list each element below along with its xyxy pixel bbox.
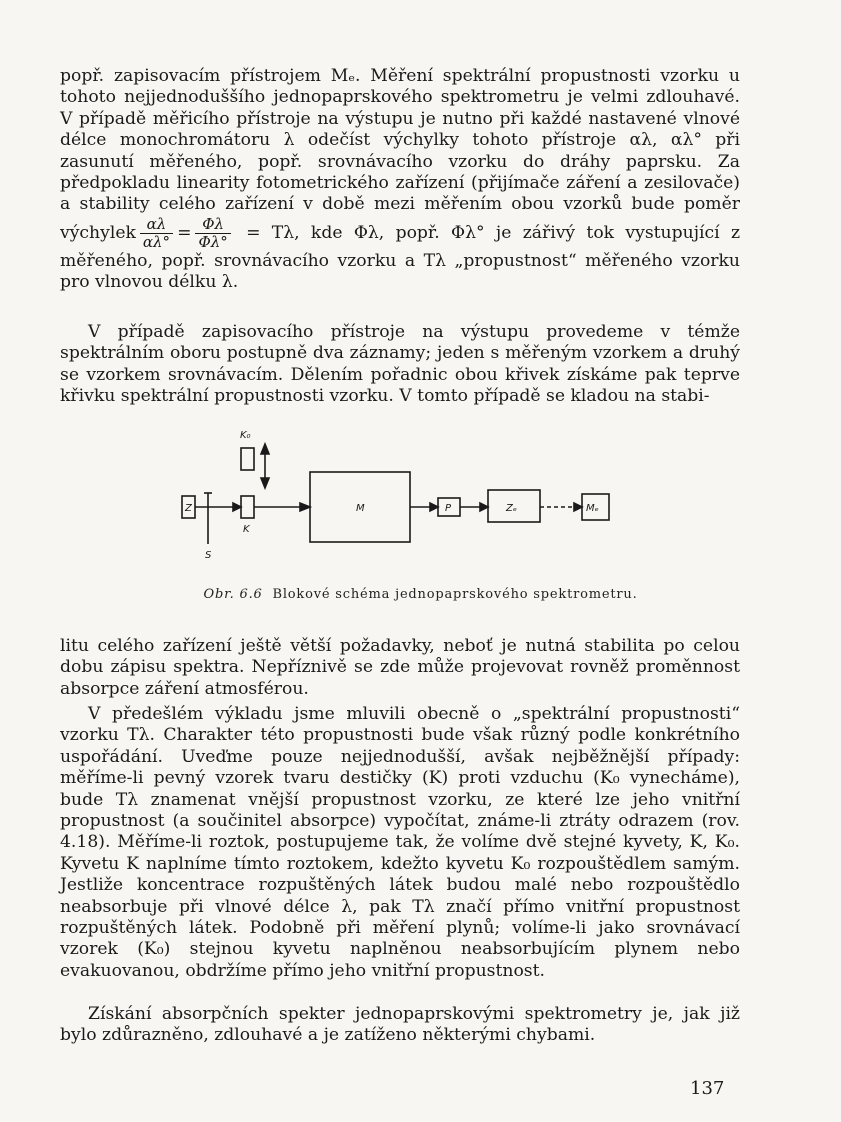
fraction-denominator: αλ°	[142, 232, 171, 251]
page-number: 137	[690, 1078, 725, 1099]
fraction-flux	[195, 216, 230, 251]
paragraph-3	[60, 636, 740, 700]
fraction-numerator: Φλ	[195, 216, 230, 234]
label-k: K	[243, 524, 250, 535]
figure-caption	[0, 587, 841, 602]
block-k	[241, 496, 254, 518]
label-z: Z	[185, 503, 192, 514]
fraction-numerator: αλ	[140, 216, 173, 234]
paragraph-5-text: Získání absorpčních spekter jednopaprskovými spektrometry je, jak již bylo zdůrazněno, zdlouhavé a je zatíženo některými chybami.	[60, 1004, 740, 1046]
figure-number: Obr. 6.6	[203, 587, 263, 602]
label-me: Mₑ	[586, 503, 599, 514]
label-s: S	[205, 550, 212, 561]
fraction-deflection	[140, 216, 173, 251]
figure-caption-text: Blokové schéma jednopaprskového spektrometru.	[272, 587, 638, 602]
paragraph-3-text: litu celého zařízení ještě větší požadavky, neboť je nutná stabilita po celou dobu zápisu spektra. Nepříznivě se zde může projevovat rovněž proměnnost absorpce záření atmosférou.	[60, 636, 740, 699]
paragraph-4-text: V předešlém výkladu jsme mluvili obecně o „spektrální propustnosti“ vzorku Tλ. Charakter této propustnosti bude však různý podle konkrétního uspořádání. Uveďme pouze nejjednodušší, avšak nejběžnější případy: měříme-li pevný vzorek tvaru destičky (K) proti vzduchu (K₀ vynecháme), bude Tλ znamenat vnější propustnost vzorku, ze které lze jeho vnitřní propustnost (a součinitel absorpce) vypočítat, známe-li ztráty odrazem (rov. 4.18). Měříme-li roztok, postupujeme tak, že volíme dvě stejné kyvety, K, K₀. Kyvetu K naplníme tímto roztokem, kdežto kyvetu K₀ rozpouštědlem samým. Jestliže koncentrace rozpuštěných látek budou malé nebo rozpouštědlo neabsorbuje při vlnové délce λ, pak Tλ značí přímo vnitřní propustnost rozpuštěných látek. Podobně při měření plynů; volíme-li jako srovnávací vzorek (K₀) stejnou kyvetu naplněnou neabsorbujícím plynem nebo evakuovanou, obdržíme přímo jeho vnitřní propustnost.	[60, 704, 740, 981]
equals-sign: =	[177, 222, 192, 243]
fraction-denominator: Φλ°	[198, 232, 228, 251]
paragraph-1	[60, 66, 740, 294]
paragraph-1-text: popř. zapisovacím přístrojem Mₑ. Měření spektrální propustnosti vzorku u tohoto nejjednoduššího jednopaprskového spektrometru je velmi zdlouhavé. V případě měřicího přístroje na výstupu je nutno při každé nastavené vlnové délce monochromátoru λ odečíst výchylky tohoto přístroje αλ, αλ° při zasunutí měřeného, popř. srovnávacího vzorku do dráhy paprsku. Za předpokladu linearity fotometrického zařízení (přijímače záření a zesilovače) a stability celého zařízení v době mezi měřením obou vzorků bude poměr výchylek	[60, 66, 740, 243]
paragraph-4	[60, 704, 740, 982]
label-p: P	[445, 503, 452, 514]
paragraph-2-text: V případě zapisovacího přístroje na výstupu provedeme v témže spektrálním oboru postupně dva záznamy; jeden s měřeným vzorkem a druhý se vzorkem srovnávacím. Dělením pořadnic obou křivek získáme pak teprve křivku spektrální propustnosti vzorku. V tomto případě se kladou na stabi-	[60, 322, 740, 407]
label-m: M	[356, 503, 365, 514]
label-k0: K₀	[240, 430, 251, 441]
label-ze: Zₑ	[506, 503, 518, 514]
paragraph-1-text-end: = Tλ, kde Φλ, popř. Φλ° je zářivý tok vystupující z měřeného, popř. srovnávacího vzorku a Tλ „propustnost“ měřeného vzorku pro vlnovou délku λ.	[60, 222, 740, 293]
paragraph-2	[60, 322, 740, 408]
block-diagram	[170, 422, 630, 567]
block-k0	[241, 448, 254, 470]
paragraph-5	[60, 1004, 740, 1047]
